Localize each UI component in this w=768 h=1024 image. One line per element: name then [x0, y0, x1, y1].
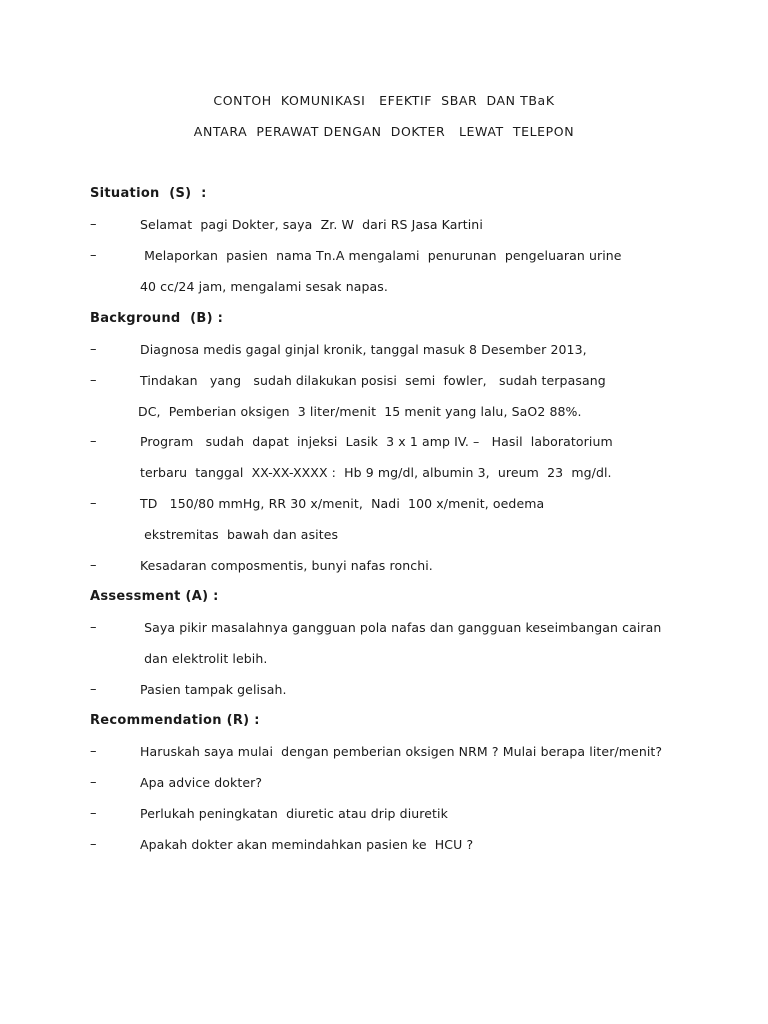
bullet-marker: –: [90, 744, 97, 759]
bullet-marker: –: [90, 217, 97, 232]
background-line-2: Tindakan yang sudah dilakukan posisi semi fowler, sudah terpasang: [140, 373, 606, 388]
background-line-3: DC, Pemberian oksigen 3 liter/menit 15 menit yang lalu, SaO2 88%.: [138, 404, 582, 419]
background-line-1: Diagnosa medis gagal ginjal kronik, tanggal masuk 8 Desember 2013,: [140, 342, 587, 357]
background-line-6: TD 150/80 mmHg, RR 30 x/menit, Nadi 100 x/menit, oedema: [140, 496, 545, 511]
assessment-line-1: Saya pikir masalahnya gangguan pola nafas dan gangguan keseimbangan cairan: [140, 620, 662, 635]
section-heading-situation: Situation (S) :: [90, 186, 207, 201]
background-line-8: Kesadaran composmentis, bunyi nafas ronchi.: [140, 558, 433, 573]
situation-line-1: Selamat pagi Dokter, saya Zr. W dari RS Jasa Kartini: [140, 217, 483, 232]
document-title-line-2: ANTARA PERAWAT DENGAN DOKTER LEWAT TELEPON: [193, 124, 575, 139]
bullet-marker: –: [90, 775, 97, 790]
bullet-marker: –: [90, 806, 97, 821]
bullet-marker: –: [90, 620, 97, 635]
bullet-marker: –: [90, 682, 97, 697]
bullet-marker: –: [90, 342, 97, 357]
recommendation-line-1: Haruskah saya mulai dengan pemberian oksigen NRM ? Mulai berapa liter/menit?: [140, 744, 663, 759]
bullet-marker: –: [90, 558, 97, 573]
background-line-5: terbaru tanggal XX-XX-XXXX : Hb 9 mg/dl, albumin 3, ureum 23 mg/dl.: [140, 465, 612, 480]
section-heading-background: Background (B) :: [90, 311, 224, 326]
section-heading-assessment: Assessment (A) :: [90, 589, 219, 604]
background-line-7: ekstremitas bawah dan asites: [140, 527, 339, 542]
bullet-marker: –: [90, 837, 97, 852]
situation-line-3: 40 cc/24 jam, mengalami sesak napas.: [140, 279, 388, 294]
section-heading-recommendation: Recommendation (R) :: [90, 713, 260, 728]
assessment-line-2: dan elektrolit lebih.: [140, 651, 268, 666]
background-line-4: Program sudah dapat injeksi Lasik 3 x 1 amp IV. – Hasil laboratorium: [140, 434, 613, 449]
recommendation-line-3: Perlukah peningkatan diuretic atau drip diuretik: [140, 806, 448, 821]
bullet-marker: –: [90, 248, 97, 263]
bullet-marker: –: [90, 434, 97, 449]
assessment-line-3: Pasien tampak gelisah.: [140, 682, 287, 697]
recommendation-line-2: Apa advice dokter?: [140, 775, 263, 790]
situation-line-2: Melaporkan pasien nama Tn.A mengalami penurunan pengeluaran urine: [140, 248, 622, 263]
bullet-marker: –: [90, 373, 97, 388]
bullet-marker: –: [90, 496, 97, 511]
document-title-line-1: CONTOH KOMUNIKASI EFEKTIF SBAR DAN TBaK: [213, 93, 555, 108]
recommendation-line-4: Apakah dokter akan memindahkan pasien ke HCU ?: [140, 837, 474, 852]
